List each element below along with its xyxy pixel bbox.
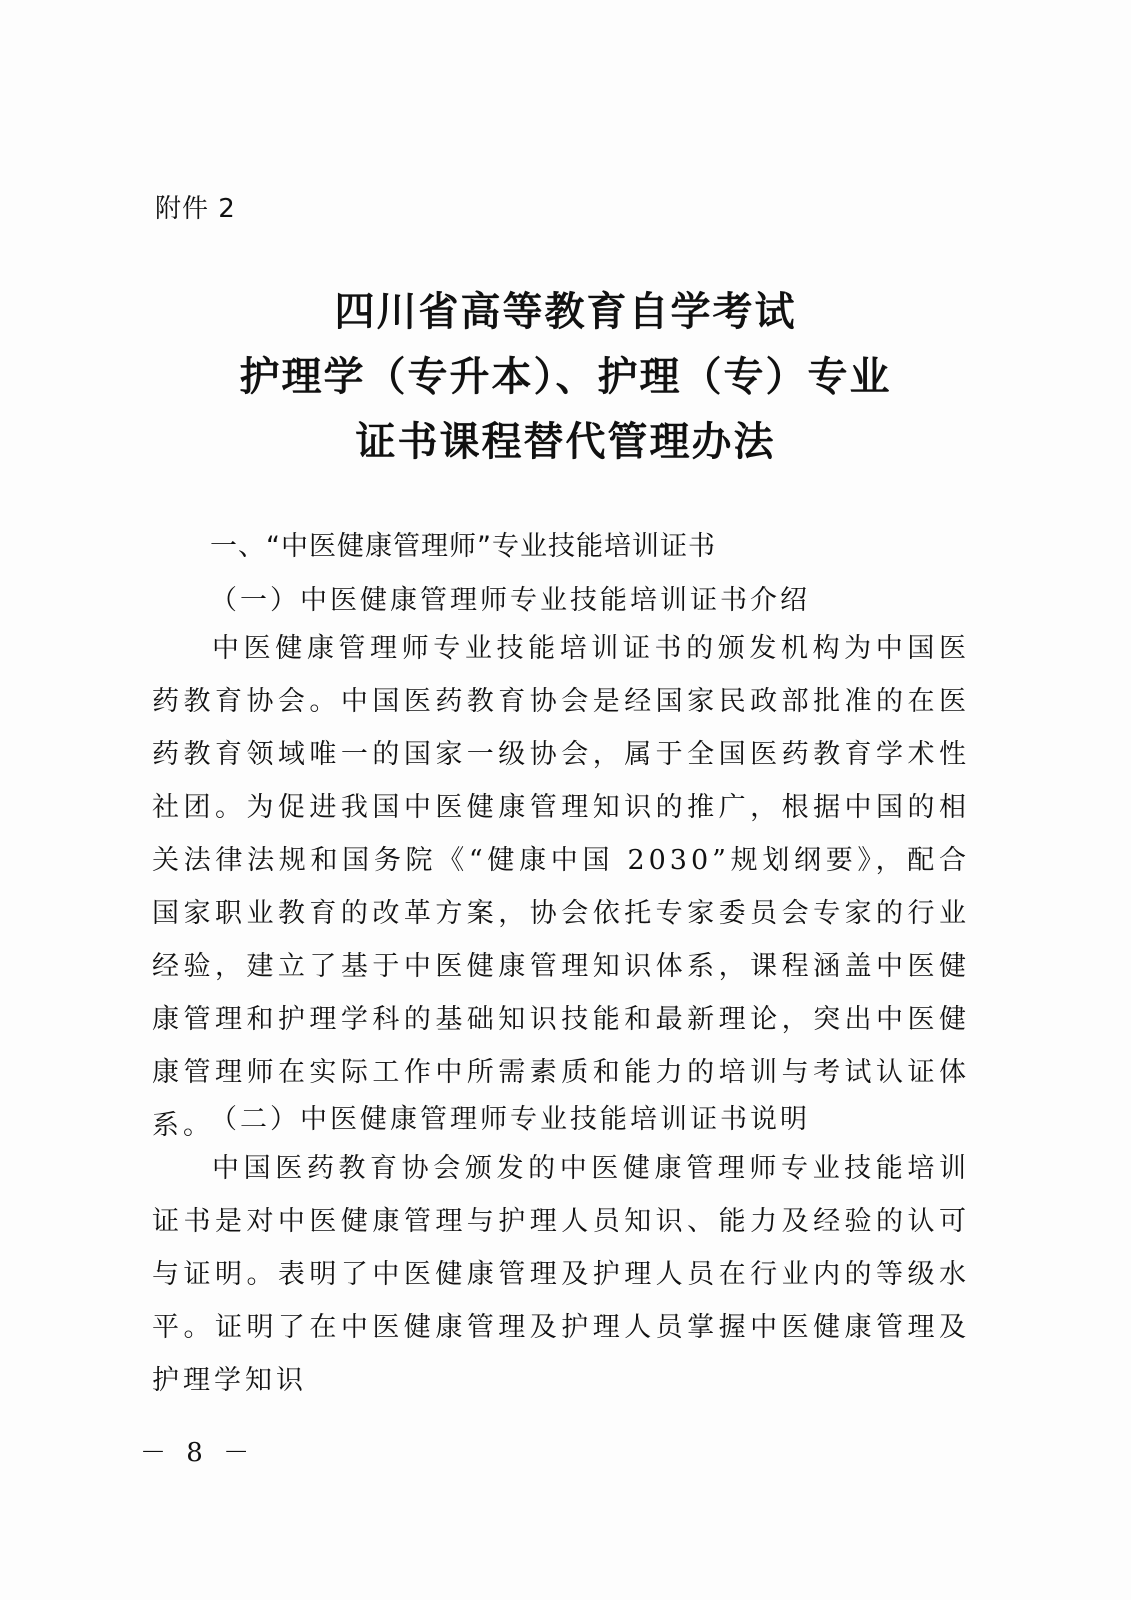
page-number: － 8 － [140,1438,256,1468]
body-paragraph-1: 中医健康管理师专业技能培训证书的颁发机构为中国医药教育协会。中国医药教育协会是经国家民政部批准的在医药教育领域唯一的国家一级协会，属于全国医药教育学术性社团。为促进我国中医健康管理知识的推广，根据中国的相关法律法规和国务院《“健康中国 2030”规划纲要》，配合国家职业教育的改革方案，协会依托专家委员会专家的行业经验，建立了基于中医健康管理知识体系，课程涵盖中医健康管理和护理学科的基础知识技能和最新理论，突出中医健康管理师在实际工作中所需素质和能力的培训与考试认证体系。 [152,633,970,1141]
attachment-label: 附件 2 [155,194,236,224]
document-title-line-3: 证书课程替代管理办法 [355,418,776,465]
subsection-heading-1: （一）中医健康管理师专业技能培训证书介绍 [210,585,810,616]
subsection-heading-2: （二）中医健康管理师专业技能培训证书说明 [210,1104,810,1135]
document-title-line-2: 护理学（专升本）、护理（专）专业 [239,353,892,400]
document-title-line-1: 四川省高等教育自学考试 [334,288,797,335]
section-heading: 一、“中医健康管理师”专业技能培训证书 [210,531,716,562]
body-paragraph-2: 中国医药教育协会颁发的中医健康管理师专业技能培训证书是对中医健康管理与护理人员知识、能力及经验的认可与证明。表明了中医健康管理及护理人员在行业内的等级水平。证明了在中医健康管理及护理人员掌握中医健康管理及护理学知识 [152,1153,970,1396]
